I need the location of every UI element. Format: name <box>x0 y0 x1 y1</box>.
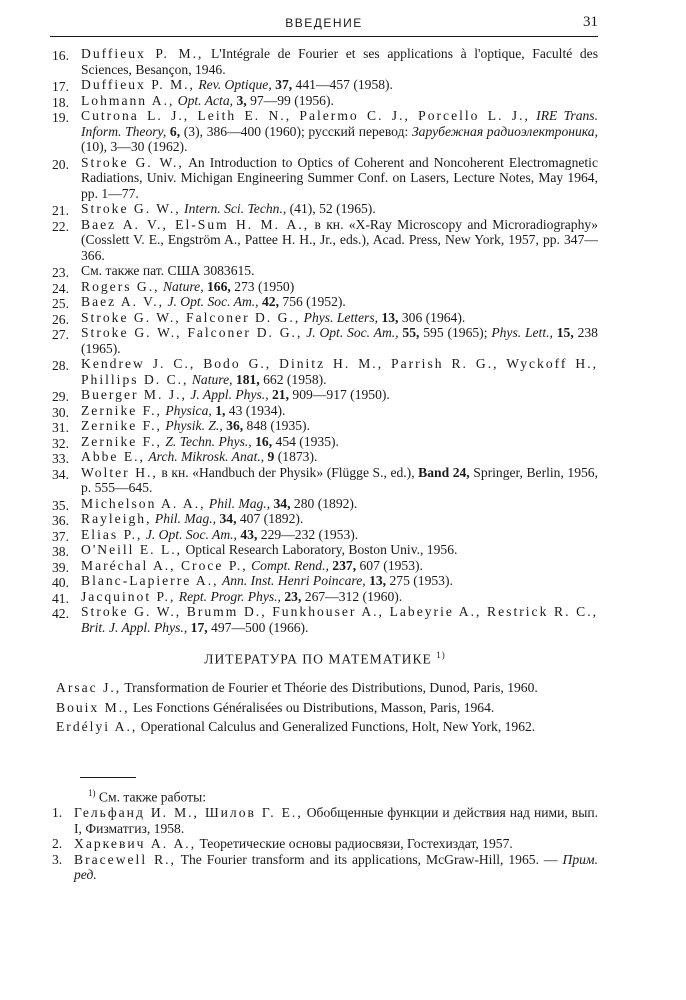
ref-number: 41. <box>52 590 69 606</box>
ref-text: Transformation de Fourier et Théorie des Distributions, Dunod, Paris, 1960. <box>124 680 538 695</box>
footnote-intro: $^{1)}$ См. также работы: <box>88 788 206 805</box>
ref-text: 497—500 (1966). <box>211 619 309 635</box>
ref-volume: Band 24, <box>418 464 470 480</box>
ref-volume: 37, <box>275 77 293 92</box>
ref-text: в кн. «Handbuch der Physik» (Flügge S., ed.), <box>161 464 415 480</box>
ref-text: An Introduction to Optics of Coherent and Noncoherent Electromagnetic Radiations, Univ. Michigan Engineering Summer Conf. on Lasers, Lecture Notes, May 1964, pp. 1—77. <box>81 154 598 201</box>
ref-text: (41), 52 (1965). <box>289 201 376 216</box>
ref-number: 3. <box>52 851 63 867</box>
ref-author: Elias P., <box>81 526 143 542</box>
ref-author: Maréchal A., Croce P., <box>81 557 248 573</box>
ref-journal: Intern. Sci. Techn., <box>184 201 287 216</box>
ref-text: 595 (1965); <box>423 325 488 340</box>
ref-text: 275 (1953). <box>389 573 453 588</box>
reference-item <box>52 403 598 419</box>
ref-author: Stroke G. W., Brumm D., Funkhouser A., Labeyrie A., Restrick R. C., <box>81 604 598 619</box>
ref-journal: Arch. Mikrosk. Anat., <box>148 449 265 464</box>
ref-text: 273 (1950) <box>234 278 295 294</box>
ref-author: Stroke G. W., Falconer D. G., <box>81 309 301 325</box>
ref-number: 36. <box>52 513 69 528</box>
math-reference-list <box>56 680 598 739</box>
page-number: 31 <box>583 14 598 30</box>
ref-author: Duffieux P. M., <box>81 46 204 61</box>
ref-journal: Rept. Progr. Phys., <box>178 588 281 604</box>
ref-author: Гельфанд И. М., Шилов Г. Е., <box>74 805 303 821</box>
ref-number: 30. <box>52 404 69 420</box>
reference-item <box>52 356 598 387</box>
ref-number: 28. <box>52 358 69 373</box>
footnote <box>52 786 598 883</box>
ref-journal: Physica, <box>165 402 212 418</box>
ref-number: 39. <box>52 559 69 575</box>
ref-number: 40. <box>52 575 69 590</box>
ref-journal: Brit. J. Appl. Phys., <box>81 619 188 635</box>
ref-volume: 181, <box>235 371 260 387</box>
ref-author: Cutrona L. J., Leith E. N., Palermo C. J., Porcello L. J., <box>81 108 530 123</box>
ref-text: L'Intégrale de Fourier et ses applications à l'optique, Faculté des Sciences, Besançon, 1946. <box>81 46 598 77</box>
ref-text: См. также пат. США 3083615. <box>81 263 255 278</box>
ref-number: 27. <box>52 327 69 342</box>
ref-author: Michelson A. A., <box>81 495 206 511</box>
ref-volume: 1, <box>215 402 226 418</box>
ref-number: 26. <box>52 311 69 327</box>
reference-item <box>52 558 598 574</box>
ref-text: 43 (1934). <box>228 402 286 418</box>
ref-text: 909—917 (1950). <box>292 387 390 402</box>
ref-text: 407 (1892). <box>239 511 304 526</box>
ref-author: Duffieux P. M., <box>81 77 195 92</box>
ref-text: 454 (1935). <box>275 433 339 449</box>
ref-text: Springer, Berlin, 1956, p. 555—645. <box>81 464 599 495</box>
ref-journal: Physik. Z., <box>165 418 223 433</box>
ref-author: Bouix M., <box>56 699 130 715</box>
ref-volume: 34, <box>273 495 291 511</box>
reference-item <box>52 93 598 109</box>
ref-text: (3), 386—400 (1960); русский перевод: <box>183 123 409 139</box>
ref-author: Zernike F., <box>81 418 162 433</box>
ref-number: 42. <box>52 606 69 621</box>
ref-author: Rayleigh, <box>81 511 152 526</box>
reference-item <box>52 465 598 496</box>
ref-number: 31. <box>52 420 69 435</box>
ref-journal: Ann. Inst. Henri Poincare, <box>221 573 366 588</box>
ref-author: Zernike F., <box>81 402 162 418</box>
ref-volume: 13, <box>381 309 399 325</box>
ref-journal: Rev. Optique, <box>198 77 272 92</box>
ref-number: 35. <box>52 497 69 513</box>
ref-volume: 166, <box>207 278 231 294</box>
ref-volume: 15, <box>556 325 574 340</box>
ref-text: 756 (1952). <box>282 294 346 309</box>
ref-author: O'Neill E. L., <box>81 542 183 557</box>
ref-number: 24. <box>52 280 69 296</box>
reference-item <box>52 434 598 450</box>
ref-journal: J. Opt. Soc. Am., <box>167 294 259 309</box>
ref-volume: 55, <box>402 325 420 340</box>
footnote-marker: 1) <box>436 650 446 660</box>
reference-item <box>52 387 598 403</box>
ref-author: Lohmann A., <box>81 92 175 108</box>
ref-text: 280 (1892). <box>293 495 358 511</box>
ref-author: Bracewell R., <box>74 851 176 867</box>
ref-number: 25. <box>52 296 69 311</box>
footnote-list <box>52 805 598 883</box>
ref-author: Erdélyi A., <box>56 719 138 734</box>
reference-item <box>52 511 598 527</box>
footnote-rule <box>80 777 136 778</box>
ref-volume: 17, <box>190 619 208 635</box>
ref-number: 29. <box>52 389 69 404</box>
ref-number: 2. <box>52 836 63 852</box>
ref-number: 23. <box>52 265 69 280</box>
ref-journal: IRE Trans. Inform. Theory, <box>81 108 598 139</box>
footnote-item <box>52 805 598 836</box>
reference-item <box>52 589 598 605</box>
ref-text: (1873). <box>277 449 318 464</box>
reference-item <box>52 496 598 512</box>
ref-number: 1. <box>52 805 63 821</box>
ref-text: в кн. «X-Ray Microscopy and Microradiography» (Cosslett V. E., Engström A., Pattee H. H., Jr., eds.), Acad. Press, New York, 1957, pp. 347—366. <box>81 216 598 263</box>
ref-text: Operational Calculus and Generalized Functions, Holt, New York, 1962. <box>140 719 536 734</box>
ref-volume: 43, <box>240 526 258 542</box>
reference-item <box>52 279 598 295</box>
ref-volume: 34, <box>219 511 237 526</box>
ref-number: 32. <box>52 435 69 451</box>
ref-journal: Phys. Letters, <box>303 309 379 325</box>
reference-list <box>52 46 598 635</box>
ref-text: Теоретические основы радиосвязи, Гостехиздат, 1957. <box>199 836 513 852</box>
math-reference-item <box>56 719 598 735</box>
ref-journal: Nature, <box>162 278 204 294</box>
ref-author: Jacquinot P., <box>81 588 176 604</box>
ref-text: 229—232 (1953). <box>260 526 359 542</box>
footnote-item <box>52 836 598 852</box>
ref-journal: J. Opt. Soc. Am., <box>145 526 237 542</box>
ref-author: Arsac J., <box>56 680 122 695</box>
ref-author: Stroke G. W., <box>81 201 181 216</box>
ref-text: Les Fonctions Généralisées ou Distributions, Masson, Paris, 1964. <box>132 699 495 715</box>
ref-number: 17. <box>52 79 69 94</box>
ref-journal: Прим. ред. <box>74 851 598 883</box>
ref-text: 238 (1965). <box>81 325 598 356</box>
ref-text: 441—457 (1958). <box>295 77 393 92</box>
ref-journal: J. Opt. Soc. Am., <box>306 325 399 340</box>
reference-item <box>52 418 598 434</box>
ref-number: 38. <box>52 544 69 559</box>
ref-volume: 13, <box>369 573 387 588</box>
reference-item <box>52 46 598 77</box>
ref-author: Rogers G., <box>81 278 160 294</box>
ref-text: (10), 3—30 (1962). <box>81 139 188 154</box>
ref-volume: 36, <box>226 418 244 433</box>
ref-text: 97—99 (1956). <box>250 92 334 108</box>
reference-item <box>52 542 598 558</box>
ref-number: 34. <box>52 466 69 482</box>
ref-author: Buerger M. J., <box>81 387 187 402</box>
math-reference-item <box>56 700 598 716</box>
reference-item <box>52 263 598 279</box>
ref-text: 306 (1964). <box>401 309 466 325</box>
ref-volume: 42, <box>261 294 279 309</box>
ref-journal: Phys. Lett., <box>491 325 553 340</box>
ref-author: Wolter H., <box>81 464 158 480</box>
ref-author: Stroke G. W., Falconer D. G., <box>81 325 303 340</box>
reference-item <box>52 449 598 465</box>
ref-author: Baez A. V., <box>81 294 165 309</box>
ref-number: 18. <box>52 94 69 110</box>
ref-author: Харкевич А. А., <box>74 836 197 852</box>
reference-item <box>52 310 598 326</box>
ref-number: 33. <box>52 451 69 466</box>
ref-author: Kendrew J. C., Bodo G., Dinitz H. M., Parrish R. G., Wyckoff H., Phillips D. C., <box>81 356 598 387</box>
ref-number: 21. <box>52 203 69 218</box>
reference-item <box>52 155 598 202</box>
reference-item <box>52 217 598 264</box>
ref-journal: J. Appl. Phys., <box>190 387 269 402</box>
reference-item <box>52 108 598 155</box>
ref-text: 848 (1935). <box>246 418 310 433</box>
ref-author: Zernike F., <box>81 433 162 449</box>
ref-journal: Phil. Mag., <box>208 495 271 511</box>
ref-volume: 16, <box>255 433 273 449</box>
reference-item <box>52 294 598 310</box>
footnote-item <box>52 852 598 883</box>
ref-journal: Z. Techn. Phys., <box>165 433 252 449</box>
ref-text: Optical Research Laboratory, Boston Univ., 1956. <box>185 542 458 557</box>
running-header <box>50 10 598 37</box>
ref-number: 20. <box>52 156 69 172</box>
reference-item <box>52 604 598 635</box>
ref-text: The Fourier transform and its applications, McGraw-Hill, 1965. — <box>180 851 558 867</box>
ref-author: Stroke G. W., <box>81 154 184 170</box>
ref-volume: 3, <box>236 92 247 108</box>
math-reference-item <box>56 680 598 696</box>
ref-author: Abbe E., <box>81 449 145 464</box>
reference-item <box>52 527 598 543</box>
ref-journal: Compt. Rend., <box>251 557 329 573</box>
ref-volume: 9 <box>267 449 275 464</box>
ref-number: 19. <box>52 110 69 125</box>
ref-journal: Nature, <box>191 371 233 387</box>
ref-text: Обобщенные функции и действия над ними, вып. I, Физматгиз, 1958. <box>74 805 598 836</box>
ref-number: 22. <box>52 218 69 234</box>
ref-author: Baez A. V., El-Sum H. M. A., <box>81 216 310 232</box>
ref-volume: 21, <box>272 387 289 402</box>
math-section-title: ЛИТЕРАТУРА ПО МАТЕМАТИКЕ $^{1)}$ <box>204 650 446 667</box>
ref-number: 37. <box>52 528 69 544</box>
ref-number: 16. <box>52 48 69 63</box>
reference-item <box>52 325 598 356</box>
ref-volume: 237, <box>332 557 357 573</box>
ref-volume: 23, <box>284 588 302 604</box>
running-title: ВВЕДЕНИЕ <box>285 16 363 30</box>
ref-volume: 6, <box>169 123 181 139</box>
ref-journal: Opt. Acta, <box>177 92 234 108</box>
ref-text: 607 (1953). <box>359 557 423 573</box>
reference-item <box>52 201 598 217</box>
ref-journal: Phil. Mag., <box>154 511 217 526</box>
ref-text: 662 (1958). <box>263 371 327 387</box>
ref-journal: Зарубежная радиоэлектроника, <box>411 123 598 139</box>
reference-item <box>52 77 598 93</box>
ref-author: Blanc-Lapierre A., <box>81 573 219 588</box>
ref-text: 267—312 (1960). <box>304 588 403 604</box>
reference-item <box>52 573 598 589</box>
